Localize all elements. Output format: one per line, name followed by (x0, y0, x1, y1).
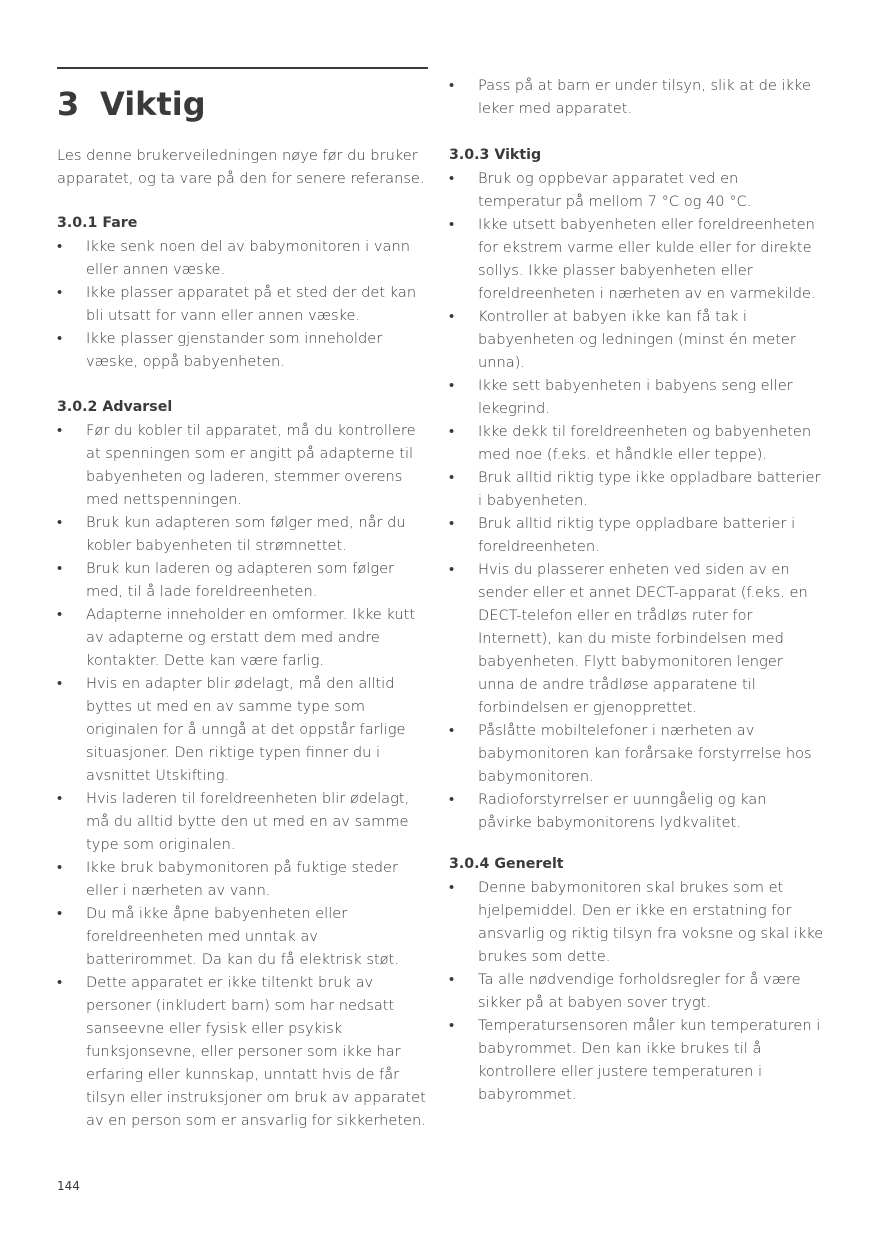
list-item: • Ikke plasser apparatet på et sted der det kan bli utsatt for vann eller annen væske. (57, 281, 429, 327)
list-item: • Før du kobler til apparatet, må du kontrollere at spenningen som er angitt på adapterne til babyenheten og laderen, stemmer overens med nettspenningen. (57, 419, 429, 511)
section-heading-fare: 3.0.1 Fare (57, 215, 138, 231)
list-item: • Pass på at barn er under tilsyn, slik at de ikke leker med apparatet. (449, 74, 824, 120)
list-item: • Ikke bruk babymonitoren på fuktige steder eller i nærheten av vann. (57, 856, 429, 902)
list-item: • Påslåtte mobiltelefoner i nærheten av babymonitoren kan forårsake forstyrrelse hos babymonitoren. (449, 719, 824, 788)
section-heading-generelt: 3.0.4 Generelt (449, 856, 564, 872)
list-item: • Dette apparatet er ikke tiltenkt bruk av personer (inkludert barn) som har nedsatt sanseevne eller fysisk eller psykisk funksjonsevne, eller personer som ikke har erfaring eller kunnskap, unntatt hvis de får tilsyn eller instruksjoner om bruk av apparatet av en person som er ansvarlig for sikkerheten. (57, 971, 429, 1132)
section-fare (57, 212, 429, 373)
section-advarsel-continued (449, 74, 824, 120)
chapter-intro: Les denne brukerveiledningen nøye før du bruker apparatet, og ta vare på den for senere referanse. (57, 147, 425, 187)
list-item: • Bruk og oppbevar apparatet ved en temperatur på mellom 7 °C og 40 °C. (449, 167, 824, 213)
list-item: • Ikke utsett babyenheten eller foreldreenheten for ekstrem varme eller kulde eller for direkte sollys. Ikke plasser babyenheten eller foreldreenheten i nærheten av en varmekilde. (449, 213, 824, 305)
chapter-title-text: Viktig (100, 85, 206, 123)
list-item: • Bruk kun adapteren som følger med, når du kobler babyenheten til strømnettet. (57, 511, 429, 557)
list-item: • Ta alle nødvendige forholdsregler for å være sikker på at babyen sover trygt. (449, 968, 824, 1014)
list-item: • Ikke dekk til foreldreenheten og babyenheten med noe (f.eks. et håndkle eller teppe). (449, 420, 824, 466)
section-heading-viktig: 3.0.3 Viktig (449, 147, 542, 163)
list-item: • Ikke sett babyenheten i babyens seng eller lekegrind. (449, 374, 824, 420)
chapter-number: 3 (57, 85, 80, 123)
list-item: • Hvis en adapter blir ødelagt, må den alltid byttes ut med en av samme type som originalen for å unngå at det oppstår farlige situasjoner. Den riktige typen finner du i avsnittet Utskifting. (57, 672, 429, 787)
list-advarsel (57, 419, 429, 1132)
list-fare (57, 235, 429, 373)
list-item: • Bruk kun laderen og adapteren som følger med, til å lade foreldreenheten. (57, 557, 429, 603)
section-heading-advarsel: 3.0.2 Advarsel (57, 399, 173, 415)
list-viktig (449, 167, 824, 834)
chapter-title (57, 82, 206, 126)
top-rule (57, 67, 428, 69)
list-advarsel-continued (449, 74, 824, 120)
list-item: • Hvis laderen til foreldreenheten blir ødelagt, må du alltid bytte den ut med en av samme type som originalen. (57, 787, 429, 856)
list-item: • Kontroller at babyen ikke kan få tak i babyenheten og ledningen (minst én meter unna). (449, 305, 824, 374)
page-number: 144 (57, 1179, 80, 1193)
list-item: • Temperatursensoren måler kun temperaturen i babyrommet. Den kan ikke brukes til å kontrollere eller justere temperaturen i babyrommet. (449, 1014, 824, 1106)
section-viktig (449, 144, 824, 834)
list-item: • Ikke senk noen del av babymonitoren i vann eller annen væske. (57, 235, 429, 281)
list-item: • Adapterne inneholder en omformer. Ikke kutt av adapterne og erstatt dem med andre kontakter. Dette kan være farlig. (57, 603, 429, 672)
section-generelt (449, 853, 824, 1106)
list-item: • Bruk alltid riktig type ikke oppladbare batterier i babyenheten. (449, 466, 824, 512)
list-item: • Du må ikke åpne babyenheten eller foreldreenheten med unntak av batterirommet. Da kan du få elektrisk støt. (57, 902, 429, 971)
section-advarsel (57, 396, 429, 1132)
list-item: • Ikke plasser gjenstander som inneholder væske, oppå babyenheten. (57, 327, 429, 373)
list-item: • Denne babymonitoren skal brukes som et hjelpemiddel. Den er ikke en erstatning for ansvarlig og riktig tilsyn fra voksne og skal ikke brukes som dette. (449, 876, 824, 968)
list-item: • Bruk alltid riktig type oppladbare batterier i foreldreenheten. (449, 512, 824, 558)
list-generelt (449, 876, 824, 1106)
list-item: • Radioforstyrrelser er uunngåelig og kan påvirke babymonitorens lydkvalitet. (449, 788, 824, 834)
list-item: • Hvis du plasserer enheten ved siden av en sender eller et annet DECT-apparat (f.eks. en DECT-telefon eller en trådløs ruter for Internett), kan du miste forbindelsen med babyenheten. Flytt babymonitoren lenger unna de andre trådløse apparatene til forbindelsen er gjenopprettet. (449, 558, 824, 719)
